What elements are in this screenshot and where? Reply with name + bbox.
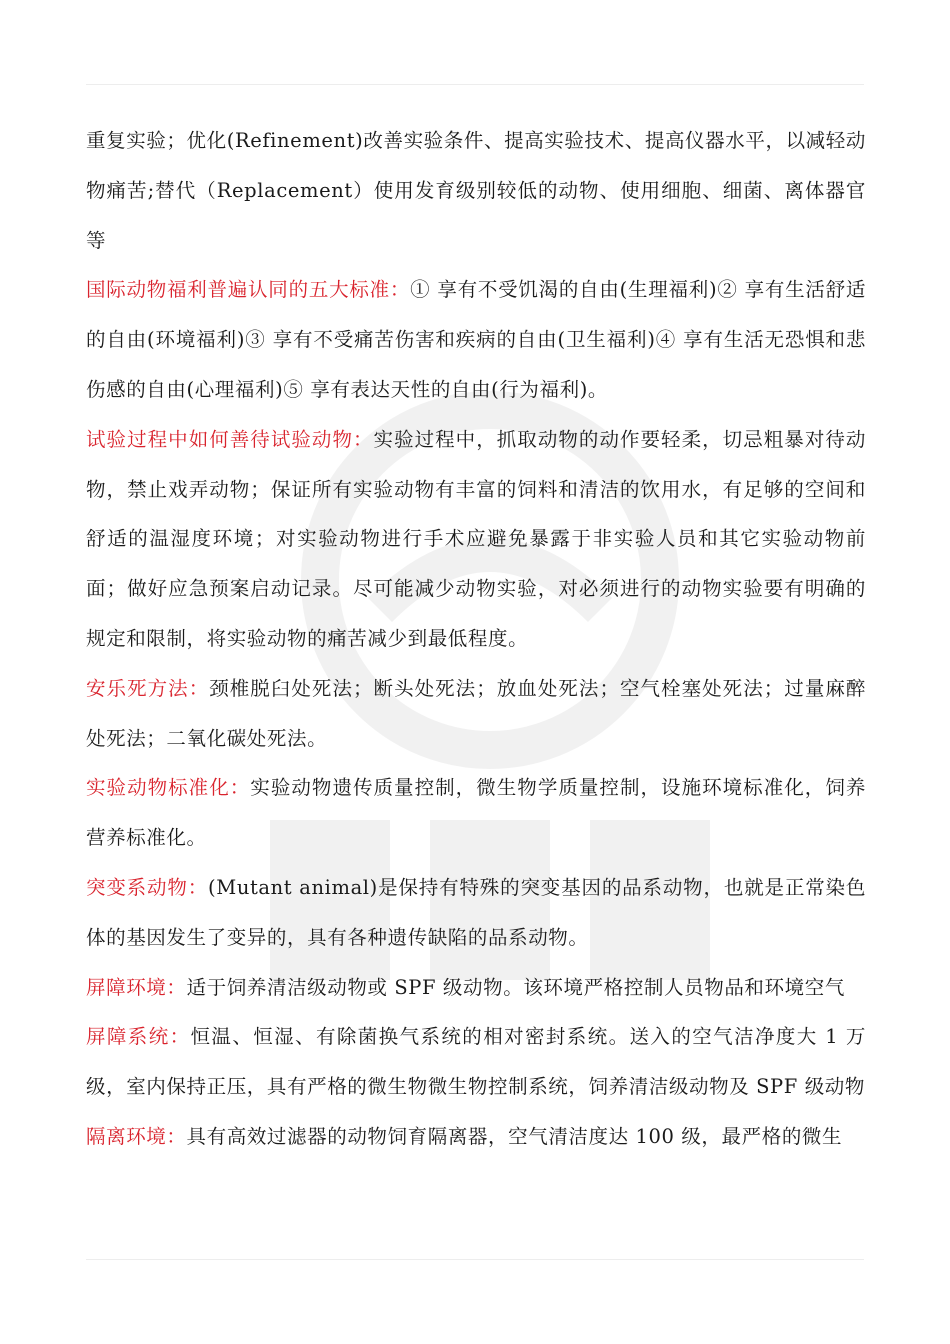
paragraph-text: 适于饲养清洁级动物或 SPF 级动物。该环境严格控制人员物品和环境空气 [186, 975, 845, 999]
term-label: 国际动物福利普遍认同的五大标准： [86, 278, 411, 302]
term-label: 屏障系统： [86, 1025, 191, 1049]
paragraph-text: 具有高效过滤器的动物饲育隔离器，空气清洁度达 100 级，最严格的微生 [186, 1124, 843, 1148]
paragraph-refinement-replacement [86, 116, 866, 265]
paragraph-treat-animals [86, 415, 866, 664]
paragraph-text: 颈椎脱臼处死法；断头处死法；放血处死法；空气栓塞处死法；过量麻醉处死法；二氧化碳处死法。 [86, 676, 866, 750]
term-label: 隔离环境： [86, 1124, 187, 1148]
paragraph-text: 实验过程中，抓取动物的动作要轻柔，切忌粗暴对待动物，禁止戏弄动物；保证所有实验动物有丰富的饲料和清洁的饮用水，有足够的空间和舒适的温湿度环境；对实验动物进行手术应避免暴露于非实验人员和其它实验动物前面；做好应急预案启动记录。尽可能减少动物实验，对必须进行的动物实验要有明确的规定和限制，将实验动物的痛苦减少到最低程度。 [86, 427, 866, 650]
paragraph-text: (Mutant animal)是保持有特殊的突变基因的品系动物，也就是正常染色体的基因发生了变异的，具有各种遗传缺陷的品系动物。 [86, 875, 866, 949]
document-body [86, 116, 866, 1162]
paragraph-barrier-environment [86, 963, 866, 1013]
paragraph-text: 重复实验；优化(Refinement)改善实验条件、提高实验技术、提高仪器水平，以减轻动物痛苦;替代（Replacement）使用发育级别较低的动物、使用细胞、细菌、离体器官等 [86, 129, 866, 252]
paragraph-euthanasia [86, 664, 866, 764]
term-label: 实验动物标准化： [86, 776, 251, 800]
paragraph-barrier-system [86, 1012, 866, 1112]
paragraph-isolation-environment [86, 1112, 866, 1162]
paragraph-standardization [86, 763, 866, 863]
footer-divider [86, 1259, 864, 1260]
paragraph-text: ① 享有不受饥渴的自由(生理福利)② 享有生活舒适的自由(环境福利)③ 享有不受痛苦伤害和疾病的自由(卫生福利)④ 享有生活无恐惧和悲伤感的自由(心理福利)⑤ 享有表达天性的自由(行为福利)。 [86, 278, 866, 401]
term-label: 突变系动物： [86, 875, 209, 899]
term-label: 试验过程中如何善待试验动物： [86, 427, 374, 451]
paragraph-text: 实验动物遗传质量控制，微生物学质量控制，设施环境标准化，饲养营养标准化。 [86, 776, 866, 850]
paragraph-mutant-animal [86, 863, 866, 963]
term-label: 安乐死方法： [86, 676, 210, 700]
paragraph-text: 恒温、恒湿、有除菌换气系统的相对密封系统。送入的空气洁净度大 1 万级，室内保持正压，具有严格的微生物微生物控制系统，饲养清洁级动物及 SPF 级动物 [86, 1025, 866, 1099]
header-divider [86, 84, 864, 85]
paragraph-five-freedoms [86, 265, 866, 414]
term-label: 屏障环境： [86, 975, 187, 999]
